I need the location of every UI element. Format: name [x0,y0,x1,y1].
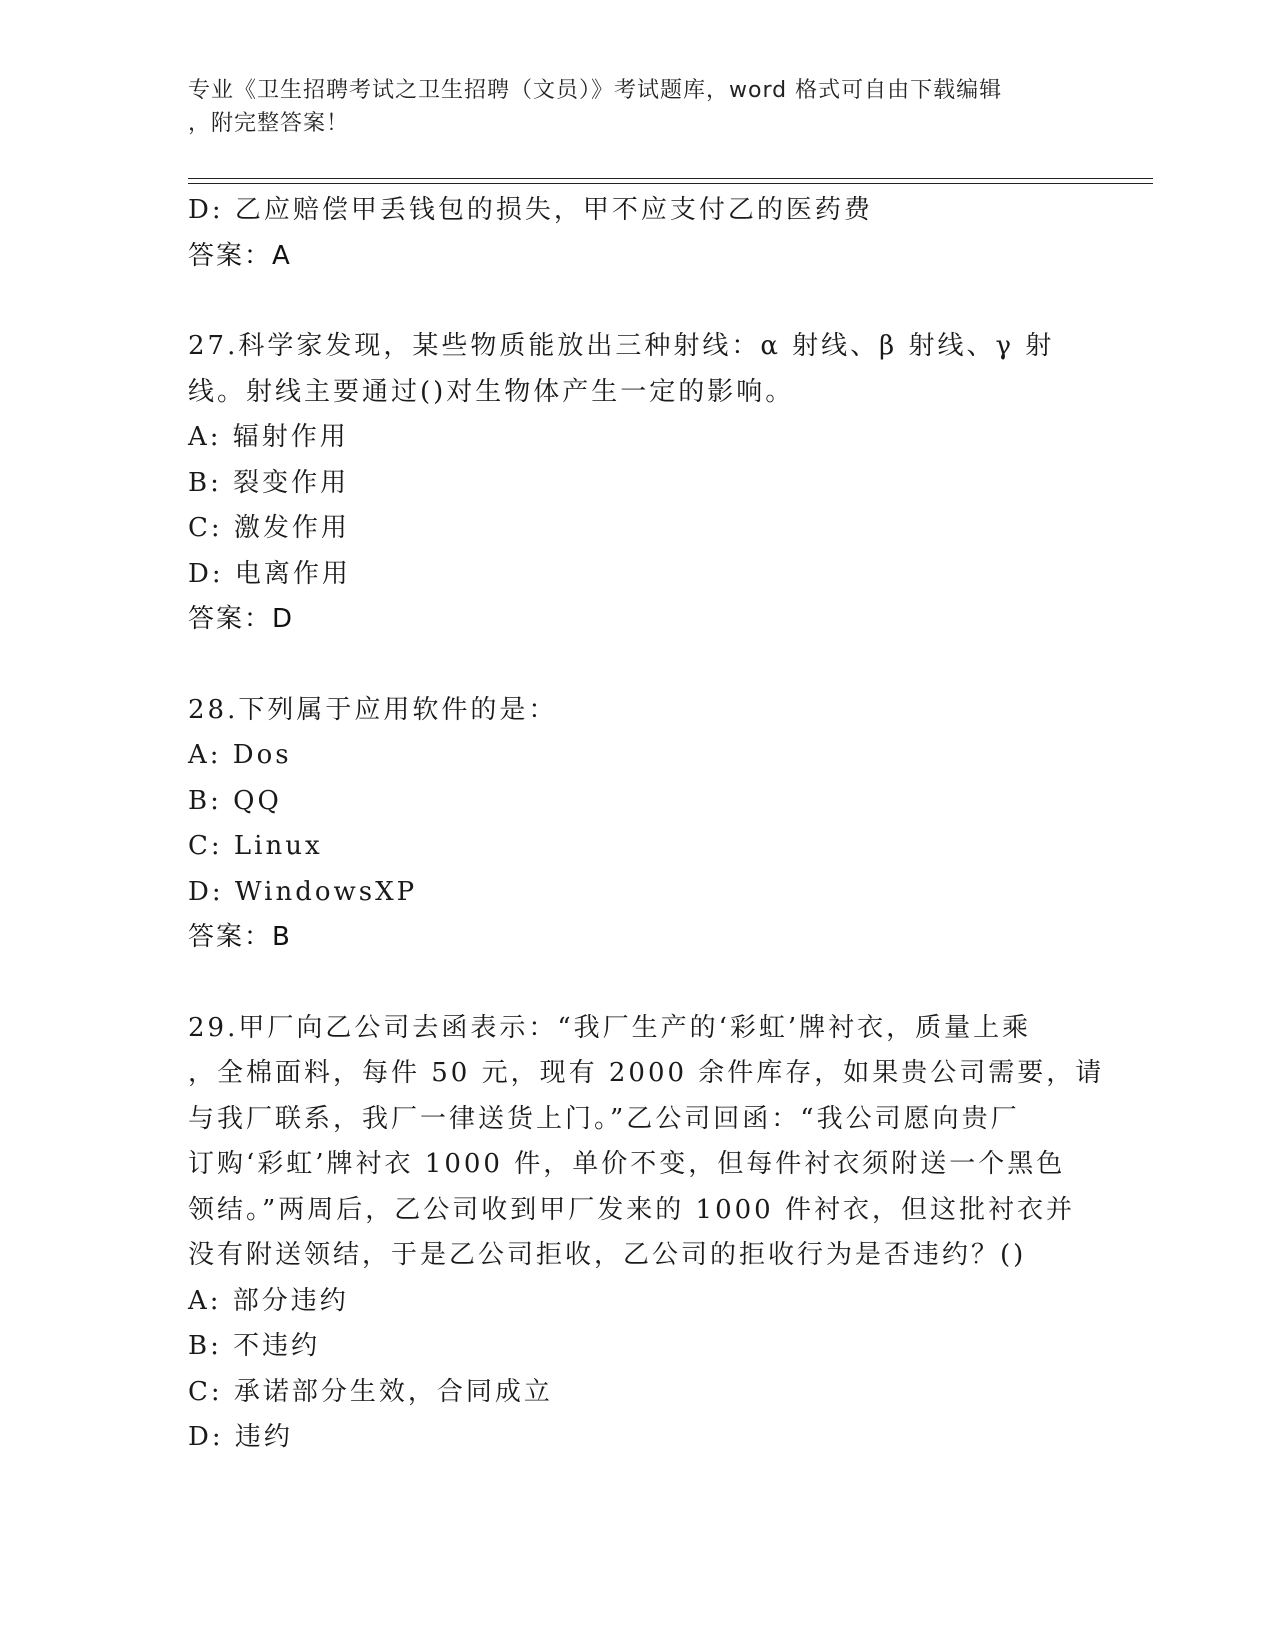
q29-stem-line-3: 与我厂联系，我厂一律送货上门。”乙公司回函：“我公司愿向贵厂 [188,1103,1020,1134]
q29-stem-line-5: 领结。”两周后，乙公司收到甲厂发来的 1000 件衬衣，但这批衬衣并 [188,1194,1075,1225]
q29-option-d: D: 违约 [188,1422,293,1452]
spacer [188,961,1088,1006]
question-26-tail [188,188,1088,279]
q27-stem-line-1: 27.科学家发现，某些物质能放出三种射线：α 射线、β 射线、γ 射 [188,331,1055,361]
q28-option-b: B: QQ [188,785,282,816]
spacer [188,279,1088,324]
q27-option-a: A: 辐射作用 [188,422,349,452]
q27-option-d: D: 电离作用 [188,558,351,589]
q26-answer: 答案：A [188,240,292,271]
q29-stem [188,1006,1105,1279]
header-line-1: 专业《卫生招聘考试之卫生招聘（文员）》考试题库，word 格式可自由下载编辑 [188,78,1003,103]
q29-option-b: B: 不违约 [188,1331,321,1361]
q28-option-d: D: WindowsXP [188,876,418,907]
q29-option-a: A: 部分违约 [188,1285,349,1316]
spacer [188,643,1088,688]
q27-option-c: C: 激发作用 [188,513,350,543]
header-line-2: ，附完整答案！ [188,111,350,136]
q29-stem-line-1: 29.甲厂向乙公司去函表示：“我厂生产的‘彩虹’牌衬衣，质量上乘 [188,1012,1032,1043]
q29-stem-line-4: 订购‘彩虹’牌衬衣 1000 件，单价不变，但每件衬衣须附送一个黑色 [188,1149,1066,1179]
q27-stem-line-2: 线。射线主要通过()对生物体产生一定的影响。 [188,376,795,407]
question-29 [188,1006,1105,1461]
q28-stem [188,688,1088,734]
q28-answer: 答案：B [188,922,292,952]
header-rule-top [188,178,1153,179]
q28-option-a: A: Dos [188,740,292,770]
header-rule-bottom [188,183,1153,184]
q28-option-c: C: Linux [188,831,323,861]
q27-stem [188,324,1088,415]
q29-stem-line-6: 没有附送领结，于是乙公司拒收，乙公司的拒收行为是否违约？() [188,1240,1027,1270]
document-header [188,74,1068,140]
document-body [188,188,1105,1461]
q27-answer: 答案：D [188,604,295,634]
q28-stem-line-1: 28.下列属于应用软件的是： [188,694,558,725]
question-28 [188,688,1088,961]
q27-option-b: B: 裂变作用 [188,467,350,498]
q29-stem-line-2: ，全棉面料，每件 50 元，现有 2000 余件库存，如果贵公司需要，请 [188,1058,1105,1088]
question-27 [188,324,1088,643]
q26-option-d: D: 乙应赔偿甲丢钱包的损失，甲不应支付乙的医药费 [188,195,873,225]
q29-option-c: C: 承诺部分生效，合同成立 [188,1376,553,1407]
